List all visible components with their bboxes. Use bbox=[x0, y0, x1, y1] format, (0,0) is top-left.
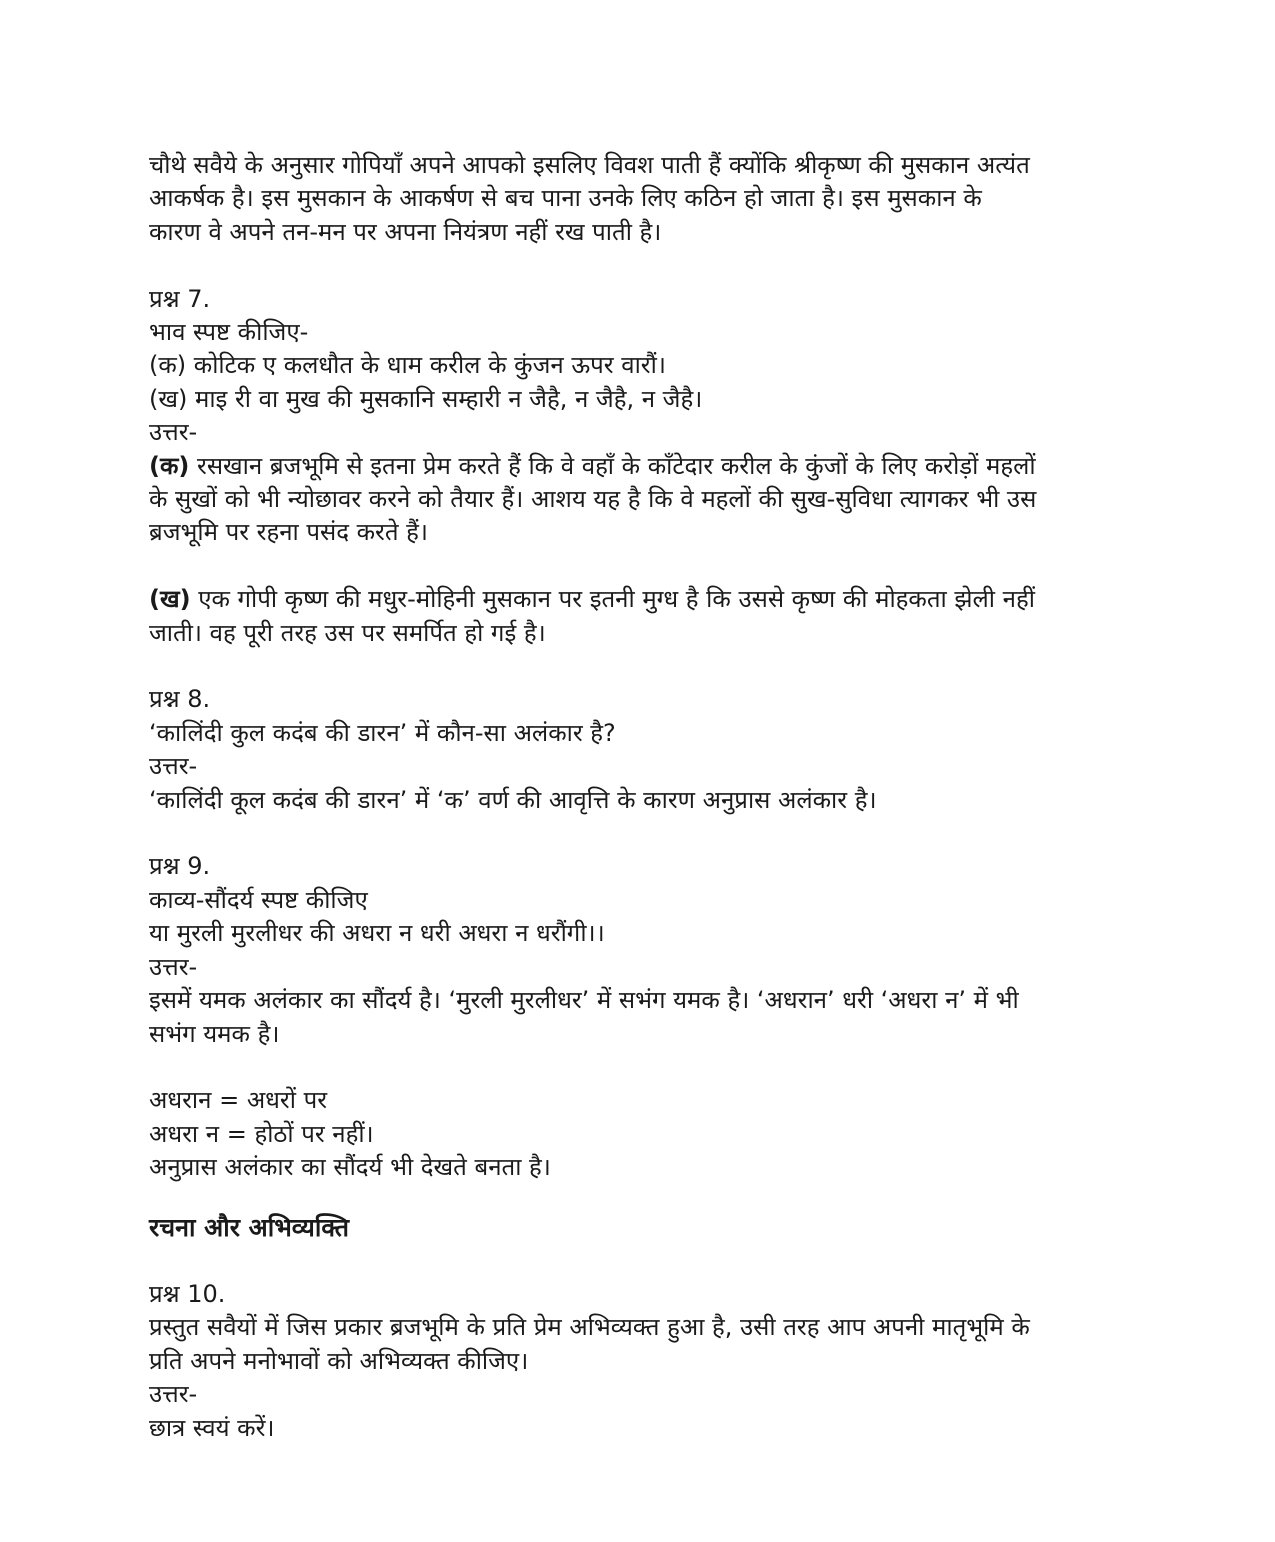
question-7-number: प्रश्न 7. bbox=[149, 284, 211, 313]
spacer bbox=[149, 1245, 1129, 1278]
section-heading: रचना और अभिव्यक्ति bbox=[149, 1212, 349, 1242]
question-9-note: अनुप्रास अलंकार का सौंदर्य भी देखते बनता है। bbox=[149, 1153, 551, 1182]
question-9-answer-line: सभंग यमक है। bbox=[149, 1019, 280, 1048]
question-8-number: प्रश्न 8. bbox=[149, 685, 211, 714]
question-9-notes bbox=[149, 1084, 1129, 1184]
question-10-prompt-line: प्रस्तुत सवैयों में जिस प्रकार ब्रजभूमि के प्रति प्रेम अभिव्यक्त हुआ है, उसी तरह आप अपनी मातृभूमि के bbox=[149, 1313, 1030, 1342]
question-8-prompt: ‘कालिंदी कुल कदंब की डारन’ में कौन-सा अलंकार है? bbox=[149, 718, 616, 747]
question-7-answer-b bbox=[149, 583, 1129, 650]
question-7-answer-a-line: ब्रजभूमि पर रहना पसंद करते हैं। bbox=[149, 518, 429, 547]
question-7-answer-a-line: के सुखों को भी न्योछावर करने को तैयार हैं। आशय यह है कि वे महलों की सुख-सुविधा त्यागकर भी उस bbox=[149, 485, 1037, 514]
spacer bbox=[149, 1051, 1129, 1084]
intro-line: कारण वे अपने तन-मन पर अपना नियंत्रण नहीं रख पाती है। bbox=[149, 217, 662, 246]
question-9-note: अधरान = अधरों पर bbox=[149, 1086, 328, 1115]
question-10 bbox=[149, 1278, 1129, 1445]
question-10-number: प्रश्न 10. bbox=[149, 1279, 226, 1308]
question-7-answer-b-line: जाती। वह पूरी तरह उस पर समर्पित हो गई है। bbox=[149, 618, 546, 647]
spacer bbox=[149, 1185, 1129, 1211]
question-8 bbox=[149, 683, 1129, 817]
question-8-answer: ‘कालिंदी कूल कदंब की डारन’ में ‘क’ वर्ण की आवृत्ति के कारण अनुप्रास अलंकार है। bbox=[149, 785, 877, 814]
question-7-item-a: (क) कोटिक ए कलधौत के धाम करील के कुंजन ऊपर वारौं। bbox=[149, 351, 666, 380]
answer-b-text: एक गोपी कृष्ण की मधुर-मोहिनी मुसकान पर इतनी मुग्ध है कि उससे कृष्ण की मोहकता झेली नहीं bbox=[190, 585, 1035, 614]
spacer bbox=[149, 650, 1129, 683]
question-7 bbox=[149, 283, 1129, 550]
question-7-answer-label: उत्तर- bbox=[149, 418, 198, 447]
spacer bbox=[149, 817, 1129, 850]
question-7-answer-a-line bbox=[149, 450, 1129, 483]
question-10-prompt-line: प्रति अपने मनोभावों को अभिव्यक्त कीजिए। bbox=[149, 1346, 529, 1375]
answer-a-label: (क) bbox=[149, 451, 190, 480]
intro-paragraph bbox=[149, 149, 1129, 249]
spacer bbox=[149, 550, 1129, 583]
question-9 bbox=[149, 850, 1129, 1050]
question-9-note: अधरा न = होठों पर नहीं। bbox=[149, 1119, 374, 1148]
question-7-item-b: (ख) माइ री वा मुख की मुसकानि सम्हारी न जैहै, न जैहै, न जैहै। bbox=[149, 384, 703, 413]
question-9-verse: या मुरली मुरलीधर की अधरा न धरी अधरा न धरौंगी।। bbox=[149, 919, 605, 948]
spacer bbox=[149, 249, 1129, 282]
question-9-number: प्रश्न 9. bbox=[149, 852, 211, 881]
question-9-prompt: काव्य-सौंदर्य स्पष्ट कीजिए bbox=[149, 885, 368, 914]
answer-b-label: (ख) bbox=[149, 585, 191, 614]
question-7-answer-b-line bbox=[149, 583, 1129, 616]
answer-a-text: रसखान ब्रजभूमि से इतना प्रेम करते हैं कि वे वहाँ के काँटेदार करील के कुंजों के लिए करोड़ों महलों bbox=[189, 451, 1036, 480]
question-7-prompt: भाव स्पष्ट कीजिए- bbox=[149, 318, 309, 347]
question-9-answer-line: इसमें यमक अलंकार का सौंदर्य है। ‘मुरली मुरलीधर’ में सभंग यमक है। ‘अधरान’ धरी ‘अधरा न’ में भी bbox=[149, 986, 1019, 1015]
question-8-answer-label: उत्तर- bbox=[149, 752, 198, 781]
question-10-answer-label: उत्तर- bbox=[149, 1380, 198, 1409]
document-page bbox=[149, 149, 1129, 1445]
intro-line: चौथे सवैये के अनुसार गोपियाँ अपने आपको इसलिए विवश पाती हैं क्योंकि श्रीकृष्ण की मुसकान अत्यंत bbox=[149, 151, 1030, 179]
intro-line: आकर्षक है। इस मुसकान के आकर्षण से बच पाना उनके लिए कठिन हो जाता है। इस मुसकान के bbox=[149, 184, 982, 213]
question-10-answer: छात्र स्वयं करें। bbox=[149, 1413, 275, 1442]
question-9-answer-label: उत्तर- bbox=[149, 952, 198, 981]
